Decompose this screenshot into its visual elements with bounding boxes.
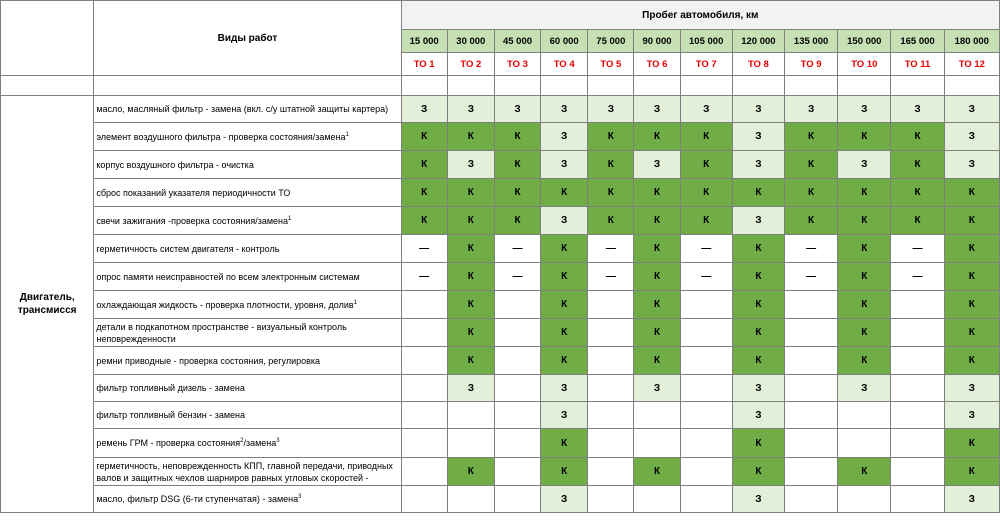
schedule-cell: К <box>680 151 732 179</box>
work-label <box>94 291 401 319</box>
work-label <box>94 458 401 486</box>
km-cell: 105 000 <box>680 30 732 53</box>
work-label-text: корпус воздушного фильтра - очистка <box>96 159 254 170</box>
schedule-cell: К <box>634 235 680 263</box>
schedule-cell: З <box>401 96 447 123</box>
table-row <box>1 207 1000 235</box>
schedule-cell <box>838 486 891 513</box>
schedule-cell <box>401 347 447 375</box>
schedule-cell: К <box>401 151 447 179</box>
schedule-cell <box>494 402 540 429</box>
km-cell: 15 000 <box>401 30 447 53</box>
schedule-cell: З <box>447 96 494 123</box>
schedule-cell: К <box>634 347 680 375</box>
work-label-text: детали в подкапотном пространстве - визуальный контроль неповрежденности <box>96 321 347 344</box>
spacer-cell <box>634 76 680 96</box>
schedule-cell: К <box>541 235 588 263</box>
spacer-cell <box>680 76 732 96</box>
spacer-cell <box>494 76 540 96</box>
to-cell: ТО 10 <box>838 53 891 76</box>
work-label <box>94 375 401 402</box>
schedule-cell: З <box>732 123 784 151</box>
schedule-cell: К <box>944 179 999 207</box>
to-cell: ТО 3 <box>494 53 540 76</box>
schedule-cell: З <box>838 96 891 123</box>
schedule-cell: К <box>494 179 540 207</box>
schedule-cell: К <box>838 263 891 291</box>
schedule-cell: К <box>588 179 634 207</box>
schedule-cell: К <box>634 207 680 235</box>
schedule-cell: К <box>541 347 588 375</box>
schedule-cell: К <box>634 263 680 291</box>
schedule-cell: З <box>447 151 494 179</box>
schedule-cell <box>447 486 494 513</box>
schedule-cell <box>494 319 540 347</box>
schedule-cell <box>588 375 634 402</box>
schedule-cell <box>494 347 540 375</box>
km-cell: 150 000 <box>838 30 891 53</box>
schedule-cell: К <box>732 235 784 263</box>
schedule-cell: К <box>838 319 891 347</box>
schedule-cell <box>891 291 944 319</box>
work-label <box>94 96 401 123</box>
work-types-header: Виды работ <box>94 1 401 76</box>
schedule-cell: З <box>541 375 588 402</box>
schedule-cell: К <box>541 458 588 486</box>
schedule-cell <box>785 402 838 429</box>
schedule-cell <box>494 429 540 458</box>
schedule-cell <box>401 291 447 319</box>
work-label <box>94 151 401 179</box>
schedule-cell: К <box>785 151 838 179</box>
to-cell: ТО 5 <box>588 53 634 76</box>
schedule-cell: З <box>838 375 891 402</box>
km-cell: 135 000 <box>785 30 838 53</box>
work-label-text: опрос памяти неисправностей по всем электронным системам <box>96 271 360 282</box>
km-cell: 180 000 <box>944 30 999 53</box>
schedule-cell: — <box>680 235 732 263</box>
schedule-cell: — <box>785 263 838 291</box>
schedule-cell: К <box>944 429 999 458</box>
schedule-cell: К <box>447 263 494 291</box>
work-label <box>94 486 401 513</box>
table-row <box>1 96 1000 123</box>
to-cell: ТО 2 <box>447 53 494 76</box>
schedule-cell: К <box>891 179 944 207</box>
work-label-text: /замена <box>243 438 277 448</box>
schedule-cell <box>588 429 634 458</box>
schedule-cell <box>401 429 447 458</box>
work-label-text: ремень ГРМ - проверка состояния <box>96 438 241 448</box>
km-cell: 45 000 <box>494 30 540 53</box>
schedule-cell: З <box>732 96 784 123</box>
to-cell: ТО 6 <box>634 53 680 76</box>
schedule-cell: К <box>732 291 784 319</box>
work-label <box>94 123 401 151</box>
schedule-cell: З <box>447 375 494 402</box>
to-cell: ТО 7 <box>680 53 732 76</box>
schedule-cell: К <box>541 291 588 319</box>
footnote-mark: 2 <box>240 438 244 444</box>
schedule-cell: К <box>634 179 680 207</box>
schedule-cell: — <box>401 235 447 263</box>
work-label <box>94 429 401 458</box>
schedule-cell: — <box>588 235 634 263</box>
work-label-text: масло, фильтр DSG (6-ти ступенчатая) - замена <box>96 494 299 504</box>
spacer-cell <box>94 76 401 96</box>
schedule-cell <box>680 347 732 375</box>
spacer-cell <box>541 76 588 96</box>
schedule-cell <box>785 458 838 486</box>
schedule-cell: К <box>944 319 999 347</box>
schedule-cell: З <box>944 375 999 402</box>
schedule-cell: З <box>634 375 680 402</box>
schedule-cell: К <box>838 207 891 235</box>
schedule-cell: К <box>732 263 784 291</box>
schedule-cell: З <box>732 151 784 179</box>
schedule-cell: К <box>447 179 494 207</box>
footnote-mark: 1 <box>288 215 292 222</box>
schedule-cell <box>588 458 634 486</box>
schedule-cell <box>401 375 447 402</box>
work-label-text: герметичность систем двигателя - контроль <box>96 243 280 254</box>
spacer-cell <box>447 76 494 96</box>
schedule-cell <box>838 429 891 458</box>
schedule-cell: З <box>634 96 680 123</box>
table-row <box>1 375 1000 402</box>
footnote-mark: 1 <box>353 299 357 306</box>
work-label-text: сброс показаний указателя периодичности ТО <box>96 187 291 198</box>
work-label <box>94 402 401 429</box>
schedule-cell: К <box>447 458 494 486</box>
schedule-cell <box>680 402 732 429</box>
schedule-cell: З <box>732 402 784 429</box>
schedule-cell <box>785 429 838 458</box>
schedule-cell: З <box>541 402 588 429</box>
footnote-mark: 3 <box>276 438 280 444</box>
schedule-cell: К <box>785 179 838 207</box>
category-line: трансмисся <box>17 305 77 316</box>
schedule-cell: К <box>732 179 784 207</box>
schedule-cell <box>588 402 634 429</box>
schedule-cell <box>494 375 540 402</box>
schedule-cell: К <box>732 319 784 347</box>
schedule-cell: К <box>447 347 494 375</box>
schedule-cell: К <box>634 458 680 486</box>
work-label-text: элемент воздушного фильтра - проверка состояния/замена <box>96 131 346 142</box>
spacer-row <box>1 76 1000 96</box>
schedule-cell: З <box>785 96 838 123</box>
schedule-cell: К <box>541 429 588 458</box>
schedule-cell <box>680 319 732 347</box>
schedule-cell: К <box>838 458 891 486</box>
work-label-text: охлаждающая жидкость - проверка плотности, уровня, долив <box>96 299 354 310</box>
schedule-cell: К <box>588 123 634 151</box>
schedule-cell <box>680 429 732 458</box>
table-row <box>1 263 1000 291</box>
schedule-cell <box>401 319 447 347</box>
to-cell: ТО 11 <box>891 53 944 76</box>
schedule-cell: К <box>680 179 732 207</box>
schedule-cell <box>785 319 838 347</box>
schedule-cell: З <box>494 96 540 123</box>
schedule-cell: К <box>588 151 634 179</box>
spacer-cell <box>838 76 891 96</box>
schedule-cell: З <box>732 207 784 235</box>
table-row <box>1 429 1000 458</box>
schedule-cell: К <box>401 123 447 151</box>
schedule-cell <box>401 402 447 429</box>
schedule-cell: К <box>494 123 540 151</box>
schedule-cell <box>447 429 494 458</box>
schedule-cell <box>494 486 540 513</box>
to-cell: ТО 1 <box>401 53 447 76</box>
schedule-cell: К <box>838 347 891 375</box>
to-cell: ТО 9 <box>785 53 838 76</box>
schedule-cell <box>634 429 680 458</box>
schedule-cell: З <box>838 151 891 179</box>
schedule-cell: К <box>944 263 999 291</box>
schedule-cell: К <box>944 235 999 263</box>
schedule-cell: К <box>447 291 494 319</box>
schedule-cell: К <box>838 235 891 263</box>
table-row <box>1 458 1000 486</box>
schedule-cell: З <box>541 151 588 179</box>
schedule-cell: К <box>732 347 784 375</box>
schedule-cell: К <box>494 207 540 235</box>
schedule-cell <box>785 486 838 513</box>
schedule-cell: К <box>732 429 784 458</box>
table-row <box>1 235 1000 263</box>
schedule-cell <box>891 458 944 486</box>
schedule-cell: К <box>838 291 891 319</box>
schedule-cell <box>588 319 634 347</box>
category-cell <box>1 96 94 513</box>
schedule-cell: К <box>944 207 999 235</box>
schedule-cell: — <box>588 263 634 291</box>
schedule-cell: К <box>944 347 999 375</box>
spacer-cell <box>588 76 634 96</box>
schedule-cell: К <box>732 458 784 486</box>
schedule-cell: З <box>944 123 999 151</box>
work-label <box>94 179 401 207</box>
km-cell: 90 000 <box>634 30 680 53</box>
schedule-cell: З <box>588 96 634 123</box>
km-cell: 75 000 <box>588 30 634 53</box>
schedule-cell: — <box>891 235 944 263</box>
schedule-cell: — <box>891 263 944 291</box>
schedule-cell <box>785 375 838 402</box>
schedule-cell: К <box>447 319 494 347</box>
schedule-cell: З <box>732 486 784 513</box>
schedule-cell: — <box>494 235 540 263</box>
schedule-cell: К <box>541 263 588 291</box>
work-label-text: фильтр топливный бензин - замена <box>96 410 246 420</box>
schedule-cell <box>588 347 634 375</box>
spacer-cell <box>891 76 944 96</box>
table-row <box>1 347 1000 375</box>
schedule-cell <box>588 486 634 513</box>
schedule-cell <box>680 486 732 513</box>
schedule-cell: З <box>944 151 999 179</box>
spacer-cell <box>732 76 784 96</box>
schedule-cell: К <box>494 151 540 179</box>
schedule-cell: К <box>401 207 447 235</box>
schedule-cell <box>634 486 680 513</box>
schedule-cell: К <box>785 123 838 151</box>
schedule-cell <box>785 291 838 319</box>
work-label <box>94 347 401 375</box>
schedule-cell: К <box>785 207 838 235</box>
schedule-cell: З <box>541 96 588 123</box>
table-row <box>1 319 1000 347</box>
schedule-cell: К <box>944 291 999 319</box>
table-row <box>1 486 1000 513</box>
footnote-mark: 3 <box>298 494 302 500</box>
schedule-cell: З <box>541 486 588 513</box>
schedule-cell: З <box>541 123 588 151</box>
work-label-text: фильтр топливный дизель - замена <box>96 383 245 393</box>
to-cell: ТО 8 <box>732 53 784 76</box>
schedule-cell: З <box>944 402 999 429</box>
schedule-cell: — <box>785 235 838 263</box>
spacer-cell <box>1 76 94 96</box>
footnote-mark: 1 <box>345 131 349 138</box>
mileage-header: Пробег автомобиля, км <box>401 1 999 30</box>
work-label <box>94 263 401 291</box>
schedule-cell: К <box>891 151 944 179</box>
schedule-cell: К <box>680 207 732 235</box>
schedule-cell <box>891 375 944 402</box>
schedule-cell: З <box>732 375 784 402</box>
schedule-cell: — <box>494 263 540 291</box>
work-label <box>94 207 401 235</box>
table-row <box>1 402 1000 429</box>
table-row <box>1 179 1000 207</box>
schedule-cell: К <box>447 207 494 235</box>
schedule-cell: З <box>541 207 588 235</box>
schedule-cell <box>680 291 732 319</box>
schedule-cell: К <box>401 179 447 207</box>
work-label-text: масло, масляный фильтр - замена (вкл. с/у штатной защиты картера) <box>96 104 389 114</box>
schedule-cell: З <box>944 96 999 123</box>
work-label-text: ремни приводные - проверка состояния, регулировка <box>96 355 321 366</box>
schedule-cell <box>401 458 447 486</box>
schedule-cell <box>838 402 891 429</box>
schedule-cell <box>891 486 944 513</box>
schedule-cell: К <box>588 207 634 235</box>
km-cell: 120 000 <box>732 30 784 53</box>
schedule-cell: — <box>401 263 447 291</box>
km-cell: 60 000 <box>541 30 588 53</box>
schedule-cell <box>891 429 944 458</box>
schedule-cell: К <box>944 458 999 486</box>
schedule-cell: К <box>634 291 680 319</box>
schedule-cell <box>891 347 944 375</box>
table-row <box>1 151 1000 179</box>
schedule-cell <box>634 402 680 429</box>
schedule-cell <box>680 458 732 486</box>
schedule-cell: К <box>634 123 680 151</box>
corner-cell <box>1 1 94 76</box>
schedule-cell: К <box>541 179 588 207</box>
schedule-cell: К <box>838 179 891 207</box>
work-label <box>94 319 401 347</box>
work-label-text: герметичность, неповрежденность КПП, главной передачи, приводных валов и защитных чехлов шарниров равных угловых скоростей - <box>96 460 393 483</box>
schedule-cell: К <box>891 207 944 235</box>
to-cell: ТО 12 <box>944 53 999 76</box>
spacer-cell <box>785 76 838 96</box>
schedule-cell <box>680 375 732 402</box>
schedule-cell <box>401 486 447 513</box>
km-cell: 30 000 <box>447 30 494 53</box>
schedule-cell: К <box>891 123 944 151</box>
schedule-cell: К <box>680 123 732 151</box>
schedule-cell <box>494 458 540 486</box>
schedule-cell: З <box>944 486 999 513</box>
schedule-cell: З <box>891 96 944 123</box>
schedule-cell: — <box>680 263 732 291</box>
km-cell: 165 000 <box>891 30 944 53</box>
schedule-cell: З <box>680 96 732 123</box>
work-label <box>94 235 401 263</box>
schedule-cell: К <box>541 319 588 347</box>
schedule-cell: К <box>447 235 494 263</box>
schedule-cell: К <box>838 123 891 151</box>
schedule-cell <box>447 402 494 429</box>
schedule-cell <box>588 291 634 319</box>
table-row <box>1 291 1000 319</box>
schedule-cell <box>494 291 540 319</box>
spacer-cell <box>944 76 999 96</box>
schedule-cell <box>891 402 944 429</box>
schedule-cell <box>785 347 838 375</box>
schedule-cell <box>891 319 944 347</box>
to-cell: ТО 4 <box>541 53 588 76</box>
spacer-cell <box>401 76 447 96</box>
schedule-cell: З <box>634 151 680 179</box>
work-label-text: свечи зажигания -проверка состояния/замена <box>96 215 288 226</box>
table-row <box>1 123 1000 151</box>
category-line: Двигатель, <box>19 292 75 303</box>
schedule-cell: К <box>447 123 494 151</box>
schedule-cell: К <box>634 319 680 347</box>
